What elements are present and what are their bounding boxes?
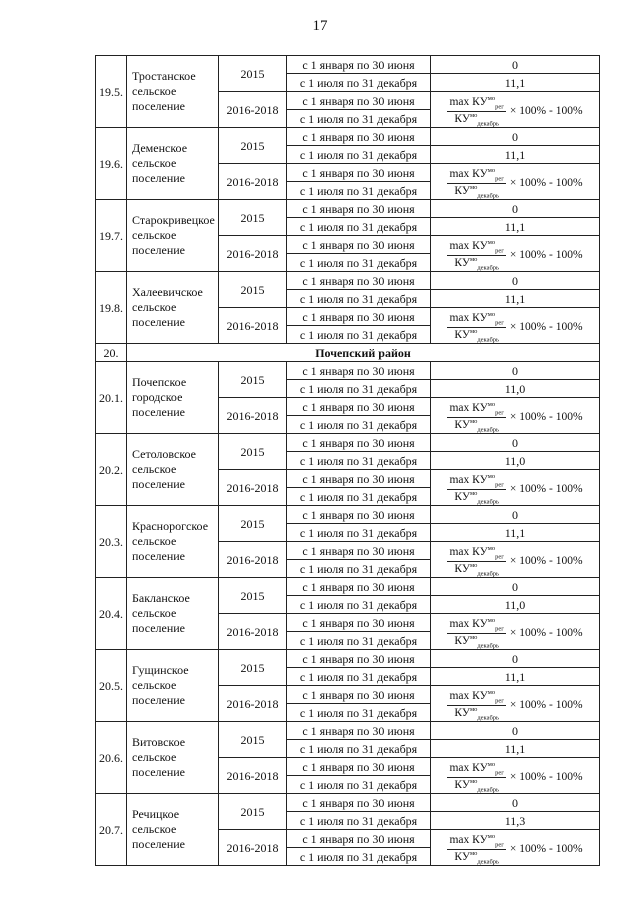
- denominator-sub: декабрь: [477, 119, 500, 127]
- numerator-sub: рег: [495, 481, 504, 489]
- year-cell: 2015: [219, 272, 287, 308]
- formula-tail: × 100% - 100%: [509, 177, 583, 189]
- denominator-text: КУ: [454, 706, 470, 719]
- numerator-sub: рег: [495, 103, 504, 111]
- year-cell: 2016-2018: [219, 92, 287, 128]
- change-formula: [447, 403, 582, 431]
- change-formula: [447, 763, 582, 791]
- formula-cell: [431, 614, 600, 650]
- formula-tail: × 100% - 100%: [509, 483, 583, 495]
- denominator-sub: декабрь: [477, 263, 500, 271]
- formula-denominator: [454, 778, 499, 792]
- period-cell: с 1 июля по 31 декабря: [287, 110, 431, 128]
- period-cell: с 1 января по 30 июня: [287, 164, 431, 182]
- period-cell: с 1 июля по 31 декабря: [287, 524, 431, 542]
- numerator-text: max КУ: [449, 618, 488, 630]
- formula-tail: × 100% - 100%: [509, 699, 583, 711]
- denominator-sup: мо: [469, 417, 478, 425]
- row-number: 19.7.: [96, 200, 127, 272]
- numerator-sup: мо: [487, 833, 496, 841]
- year-cell: 2016-2018: [219, 686, 287, 722]
- period-cell: с 1 января по 30 июня: [287, 128, 431, 146]
- denominator-text: КУ: [454, 490, 470, 503]
- district-row: [96, 344, 600, 362]
- period-cell: с 1 июля по 31 декабря: [287, 488, 431, 506]
- settlement-name: Витовское сельское поселение: [127, 722, 219, 794]
- row-number: 20.5.: [96, 650, 127, 722]
- period-cell: с 1 января по 30 июня: [287, 56, 431, 74]
- numerator-sup: мо: [487, 761, 496, 769]
- denominator-sub: декабрь: [477, 641, 500, 649]
- period-cell: с 1 января по 30 июня: [287, 398, 431, 416]
- numerator-text: max КУ: [449, 312, 488, 324]
- change-value: 11,0: [431, 380, 600, 398]
- numerator-text: max КУ: [449, 240, 488, 252]
- formula-cell: [431, 758, 600, 794]
- formula-cell: [431, 542, 600, 578]
- formula-fraction: [447, 403, 505, 431]
- formula-fraction: [447, 169, 505, 197]
- change-formula: [447, 169, 582, 197]
- year-cell: 2015: [219, 128, 287, 164]
- year-cell: 2015: [219, 56, 287, 92]
- change-value: 11,0: [431, 452, 600, 470]
- change-value: 0: [431, 362, 600, 380]
- numerator-sup: мо: [487, 545, 496, 553]
- change-value: 11,1: [431, 146, 600, 164]
- period-cell: с 1 января по 30 июня: [287, 650, 431, 668]
- period-cell: с 1 июля по 31 декабря: [287, 182, 431, 200]
- year-cell: 2015: [219, 722, 287, 758]
- settlement-name: Бакланское сельское поселение: [127, 578, 219, 650]
- formula-tail: × 100% - 100%: [509, 771, 583, 783]
- formula-cell: [431, 164, 600, 200]
- denominator-sup: мо: [469, 111, 478, 119]
- change-formula: [447, 547, 582, 575]
- settlement-name: Сетоловское сельское поселение: [127, 434, 219, 506]
- period-cell: с 1 января по 30 июня: [287, 506, 431, 524]
- year-cell: 2015: [219, 200, 287, 236]
- denominator-text: КУ: [454, 328, 470, 341]
- period-cell: с 1 июля по 31 декабря: [287, 632, 431, 650]
- year-cell: 2015: [219, 650, 287, 686]
- formula-tail: × 100% - 100%: [509, 627, 583, 639]
- formula-fraction: [447, 835, 505, 863]
- year-cell: 2016-2018: [219, 236, 287, 272]
- settlement-name: Гущинское сельское поселение: [127, 650, 219, 722]
- denominator-text: КУ: [454, 850, 470, 863]
- denominator-text: КУ: [454, 778, 470, 791]
- settlement-row: [96, 578, 600, 596]
- change-value: 0: [431, 56, 600, 74]
- year-cell: 2015: [219, 578, 287, 614]
- change-value: 0: [431, 272, 600, 290]
- formula-numerator: [447, 547, 505, 562]
- settlement-name: Краснорогское сельское поселение: [127, 506, 219, 578]
- change-value: 0: [431, 794, 600, 812]
- numerator-sup: мо: [487, 617, 496, 625]
- change-value: 0: [431, 506, 600, 524]
- numerator-sub: рег: [495, 319, 504, 327]
- formula-fraction: [447, 691, 505, 719]
- formula-fraction: [447, 313, 505, 341]
- formula-cell: [431, 236, 600, 272]
- numerator-sup: мо: [487, 473, 496, 481]
- settlement-row: [96, 434, 600, 452]
- formula-cell: [431, 308, 600, 344]
- numerator-text: max КУ: [449, 402, 488, 414]
- settlement-name: Речицкое сельское поселение: [127, 794, 219, 866]
- formula-numerator: [447, 313, 505, 328]
- period-cell: с 1 июля по 31 декабря: [287, 218, 431, 236]
- formula-numerator: [447, 763, 505, 778]
- formula-denominator: [454, 562, 499, 576]
- change-value: 0: [431, 128, 600, 146]
- formula-numerator: [447, 835, 505, 850]
- formula-fraction: [447, 619, 505, 647]
- formula-numerator: [447, 691, 505, 706]
- denominator-sup: мо: [469, 489, 478, 497]
- row-number: 19.5.: [96, 56, 127, 128]
- year-cell: 2016-2018: [219, 308, 287, 344]
- numerator-sup: мо: [487, 311, 496, 319]
- settlement-row: [96, 362, 600, 380]
- numerator-sub: рег: [495, 841, 504, 849]
- settlement-name: Старокривецкое сельское поселение: [127, 200, 219, 272]
- period-cell: с 1 июля по 31 декабря: [287, 740, 431, 758]
- change-value: 0: [431, 434, 600, 452]
- formula-denominator: [454, 256, 499, 270]
- year-cell: 2016-2018: [219, 542, 287, 578]
- numerator-sub: рег: [495, 247, 504, 255]
- formula-numerator: [447, 241, 505, 256]
- formula-denominator: [454, 184, 499, 198]
- year-cell: 2016-2018: [219, 614, 287, 650]
- numerator-text: max КУ: [449, 690, 488, 702]
- change-formula: [447, 313, 582, 341]
- period-cell: с 1 июля по 31 декабря: [287, 596, 431, 614]
- denominator-sub: декабрь: [477, 785, 500, 793]
- settlement-row: [96, 794, 600, 812]
- period-cell: с 1 июля по 31 декабря: [287, 560, 431, 578]
- formula-tail: × 100% - 100%: [509, 321, 583, 333]
- period-cell: с 1 июля по 31 декабря: [287, 74, 431, 92]
- settlement-row: [96, 56, 600, 74]
- change-formula: [447, 241, 582, 269]
- formula-numerator: [447, 97, 505, 112]
- denominator-sub: декабрь: [477, 713, 500, 721]
- settlement-row: [96, 722, 600, 740]
- change-value: 11,1: [431, 74, 600, 92]
- period-cell: с 1 января по 30 июня: [287, 308, 431, 326]
- formula-fraction: [447, 241, 505, 269]
- formula-fraction: [447, 547, 505, 575]
- period-cell: с 1 июля по 31 декабря: [287, 704, 431, 722]
- denominator-sub: декабрь: [477, 425, 500, 433]
- row-number: 20.3.: [96, 506, 127, 578]
- period-cell: с 1 июля по 31 декабря: [287, 254, 431, 272]
- period-cell: с 1 января по 30 июня: [287, 92, 431, 110]
- period-cell: с 1 января по 30 июня: [287, 758, 431, 776]
- settlement-row: [96, 650, 600, 668]
- formula-cell: [431, 686, 600, 722]
- numerator-text: max КУ: [449, 474, 488, 486]
- formula-cell: [431, 398, 600, 434]
- denominator-sub: декабрь: [477, 335, 500, 343]
- numerator-sup: мо: [487, 95, 496, 103]
- row-number: 20.4.: [96, 578, 127, 650]
- change-formula: [447, 97, 582, 125]
- denominator-text: КУ: [454, 562, 470, 575]
- settlement-row: [96, 200, 600, 218]
- settlement-row: [96, 506, 600, 524]
- denominator-sup: мо: [469, 561, 478, 569]
- denominator-text: КУ: [454, 184, 470, 197]
- formula-numerator: [447, 169, 505, 184]
- numerator-text: max КУ: [449, 834, 488, 846]
- year-cell: 2016-2018: [219, 758, 287, 794]
- settlement-name: Халеевичское сельское поселение: [127, 272, 219, 344]
- row-number: 19.6.: [96, 128, 127, 200]
- numerator-sub: рег: [495, 697, 504, 705]
- period-cell: с 1 января по 30 июня: [287, 434, 431, 452]
- change-formula: [447, 475, 582, 503]
- change-formula: [447, 835, 582, 863]
- change-formula: [447, 619, 582, 647]
- period-cell: с 1 июля по 31 декабря: [287, 380, 431, 398]
- period-cell: с 1 июля по 31 декабря: [287, 146, 431, 164]
- formula-cell: [431, 92, 600, 128]
- period-cell: с 1 июля по 31 декабря: [287, 848, 431, 866]
- change-value: 0: [431, 578, 600, 596]
- denominator-sup: мо: [469, 777, 478, 785]
- year-cell: 2015: [219, 434, 287, 470]
- period-cell: с 1 января по 30 июня: [287, 362, 431, 380]
- row-number: 20.6.: [96, 722, 127, 794]
- formula-cell: [431, 470, 600, 506]
- change-value: 11,3: [431, 812, 600, 830]
- settlement-name: Почепское городское поселение: [127, 362, 219, 434]
- period-cell: с 1 января по 30 июня: [287, 200, 431, 218]
- change-value: 11,1: [431, 290, 600, 308]
- period-cell: с 1 января по 30 июня: [287, 236, 431, 254]
- period-cell: с 1 января по 30 июня: [287, 272, 431, 290]
- period-cell: с 1 июля по 31 декабря: [287, 416, 431, 434]
- district-name: Почепский район: [127, 344, 600, 362]
- period-cell: с 1 июля по 31 декабря: [287, 290, 431, 308]
- period-cell: с 1 июля по 31 декабря: [287, 668, 431, 686]
- year-cell: 2016-2018: [219, 830, 287, 866]
- year-cell: 2016-2018: [219, 398, 287, 434]
- change-value: 11,0: [431, 596, 600, 614]
- denominator-text: КУ: [454, 256, 470, 269]
- period-cell: с 1 января по 30 июня: [287, 830, 431, 848]
- formula-denominator: [454, 112, 499, 126]
- tariff-table: [95, 55, 600, 866]
- numerator-sup: мо: [487, 167, 496, 175]
- formula-tail: × 100% - 100%: [509, 555, 583, 567]
- formula-numerator: [447, 403, 505, 418]
- period-cell: с 1 июля по 31 декабря: [287, 326, 431, 344]
- denominator-sub: декабрь: [477, 857, 500, 865]
- change-value: 11,1: [431, 668, 600, 686]
- numerator-sup: мо: [487, 239, 496, 247]
- numerator-sub: рег: [495, 769, 504, 777]
- formula-tail: × 100% - 100%: [509, 411, 583, 423]
- numerator-sub: рег: [495, 625, 504, 633]
- year-cell: 2015: [219, 506, 287, 542]
- numerator-sub: рег: [495, 409, 504, 417]
- formula-denominator: [454, 418, 499, 432]
- denominator-text: КУ: [454, 634, 470, 647]
- numerator-sup: мо: [487, 689, 496, 697]
- denominator-sup: мо: [469, 327, 478, 335]
- denominator-sup: мо: [469, 633, 478, 641]
- denominator-sup: мо: [469, 255, 478, 263]
- period-cell: с 1 января по 30 июня: [287, 686, 431, 704]
- period-cell: с 1 июля по 31 декабря: [287, 812, 431, 830]
- year-cell: 2015: [219, 794, 287, 830]
- settlement-row: [96, 128, 600, 146]
- period-cell: с 1 января по 30 июня: [287, 578, 431, 596]
- formula-denominator: [454, 706, 499, 720]
- change-value: 0: [431, 650, 600, 668]
- change-value: 0: [431, 722, 600, 740]
- denominator-sup: мо: [469, 183, 478, 191]
- numerator-text: max КУ: [449, 762, 488, 774]
- formula-tail: × 100% - 100%: [509, 105, 583, 117]
- row-number: 20.1.: [96, 362, 127, 434]
- period-cell: с 1 января по 30 июня: [287, 470, 431, 488]
- formula-denominator: [454, 328, 499, 342]
- page-number: 17: [312, 18, 328, 34]
- row-number: 20.: [96, 344, 127, 362]
- formula-fraction: [447, 763, 505, 791]
- year-cell: 2016-2018: [219, 164, 287, 200]
- period-cell: с 1 января по 30 июня: [287, 542, 431, 560]
- formula-cell: [431, 830, 600, 866]
- denominator-text: КУ: [454, 112, 470, 125]
- settlement-name: Тростанское сельское поселение: [127, 56, 219, 128]
- numerator-text: max КУ: [449, 168, 488, 180]
- formula-denominator: [454, 490, 499, 504]
- change-formula: [447, 691, 582, 719]
- change-value: 11,1: [431, 740, 600, 758]
- numerator-sub: рег: [495, 175, 504, 183]
- denominator-sub: декабрь: [477, 569, 500, 577]
- denominator-sub: декабрь: [477, 191, 500, 199]
- row-number: 19.8.: [96, 272, 127, 344]
- formula-fraction: [447, 475, 505, 503]
- denominator-sup: мо: [469, 705, 478, 713]
- change-value: 11,1: [431, 218, 600, 236]
- row-number: 20.7.: [96, 794, 127, 866]
- numerator-sup: мо: [487, 401, 496, 409]
- formula-tail: × 100% - 100%: [509, 249, 583, 261]
- period-cell: с 1 января по 30 июня: [287, 794, 431, 812]
- formula-denominator: [454, 634, 499, 648]
- change-value: 11,1: [431, 524, 600, 542]
- denominator-text: КУ: [454, 418, 470, 431]
- period-cell: с 1 января по 30 июня: [287, 722, 431, 740]
- formula-numerator: [447, 475, 505, 490]
- tariff-table-body: [96, 56, 600, 866]
- denominator-sup: мо: [469, 849, 478, 857]
- period-cell: с 1 июля по 31 декабря: [287, 452, 431, 470]
- change-value: 0: [431, 200, 600, 218]
- formula-tail: × 100% - 100%: [509, 843, 583, 855]
- numerator-text: max КУ: [449, 546, 488, 558]
- row-number: 20.2.: [96, 434, 127, 506]
- numerator-text: max КУ: [449, 96, 488, 108]
- formula-fraction: [447, 97, 505, 125]
- period-cell: с 1 июля по 31 декабря: [287, 776, 431, 794]
- settlement-row: [96, 272, 600, 290]
- formula-numerator: [447, 619, 505, 634]
- settlement-name: Деменское сельское поселение: [127, 128, 219, 200]
- period-cell: с 1 января по 30 июня: [287, 614, 431, 632]
- numerator-sub: рег: [495, 553, 504, 561]
- denominator-sub: декабрь: [477, 497, 500, 505]
- year-cell: 2016-2018: [219, 470, 287, 506]
- year-cell: 2015: [219, 362, 287, 398]
- formula-denominator: [454, 850, 499, 864]
